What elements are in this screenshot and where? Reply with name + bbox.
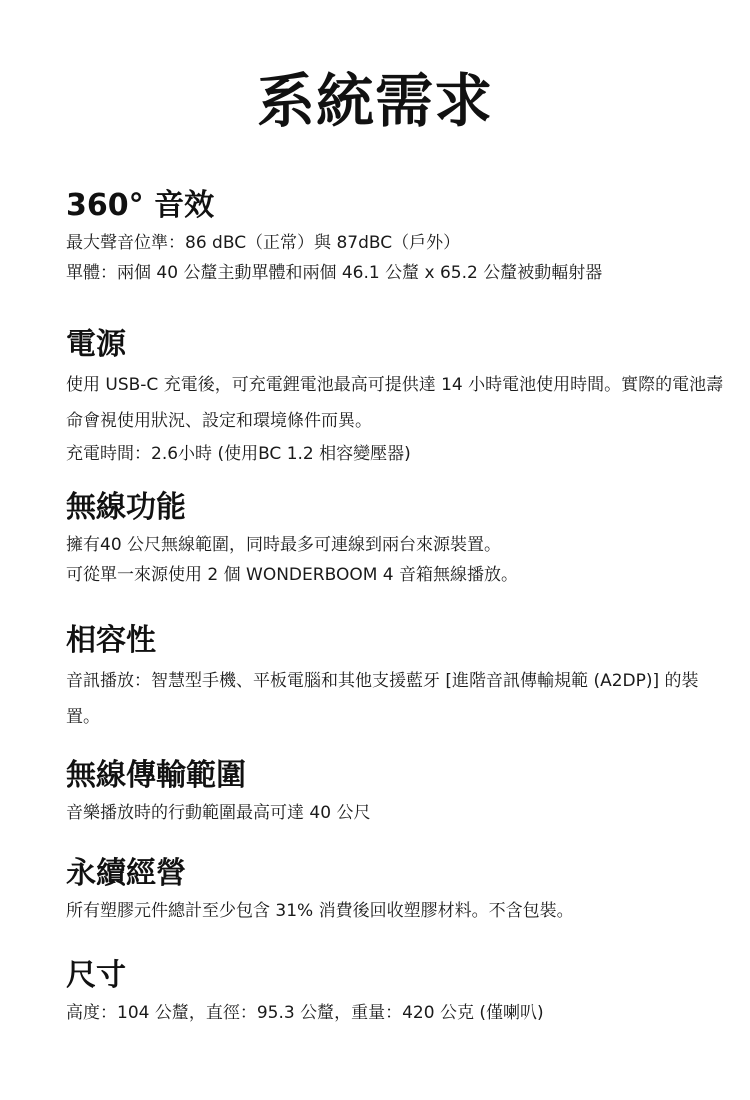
section-dimensions: [66, 956, 726, 1028]
section-sustainability: [66, 854, 726, 926]
section-power: [66, 325, 726, 469]
spec-mobile-range: 音樂播放時的行動範圍最高可達 40 公尺: [66, 803, 371, 823]
spec-charge-time: 充電時間：2.6小時 (使用BC 1.2 相容變壓器): [66, 444, 411, 464]
spec-battery: 使用 USB-C 充電後，可充電鋰電池最高可提供達 14 小時電池使用時間。實際的電池壽命會視使用狀況、設定和環境條件而異。: [66, 375, 724, 431]
section-wireless: [66, 488, 726, 590]
spec-wireless-range-pairing: 擁有40 公尺無線範圍，同時最多可連線到兩台來源裝置。: [66, 535, 502, 555]
section-compatibility: [66, 621, 726, 735]
spec-dimensions: 高度：104 公釐，直徑：95.3 公釐，重量：420 公克 (僅喇叭): [66, 1003, 544, 1023]
section-heading-360-audio: 360° 音效: [66, 188, 215, 223]
spec-multi-speaker: 可從單一來源使用 2 個 WONDERBOOM 4 音箱無線播放。: [66, 565, 518, 585]
section-wireless-range: [66, 756, 726, 828]
section-360-audio: [66, 186, 726, 288]
spec-audio-playback: 音訊播放：智慧型手機、平板電腦和其他支援藍牙 [進階音訊傳輸規範 (A2DP)] 的裝置。: [66, 671, 699, 727]
spec-drivers: 單體：兩個 40 公釐主動單體和兩個 46.1 公釐 x 65.2 公釐被動輻射器: [66, 263, 603, 283]
section-heading-wireless-range: 無線傳輸範圍: [66, 758, 246, 793]
section-heading-sustainability: 永續經營: [66, 856, 186, 891]
section-heading-dimensions: 尺寸: [66, 958, 126, 993]
section-heading-compatibility: 相容性: [66, 623, 156, 658]
spec-max-sound-level: 最大聲音位準：86 dBC（正常）與 87dBC（戶外）: [66, 233, 461, 253]
section-heading-wireless: 無線功能: [66, 490, 186, 525]
spec-recycled-plastic: 所有塑膠元件總計至少包含 31% 消費後回收塑膠材料。不含包裝。: [66, 901, 574, 921]
page-title: 系統需求: [256, 67, 493, 135]
section-heading-power: 電源: [66, 327, 126, 362]
